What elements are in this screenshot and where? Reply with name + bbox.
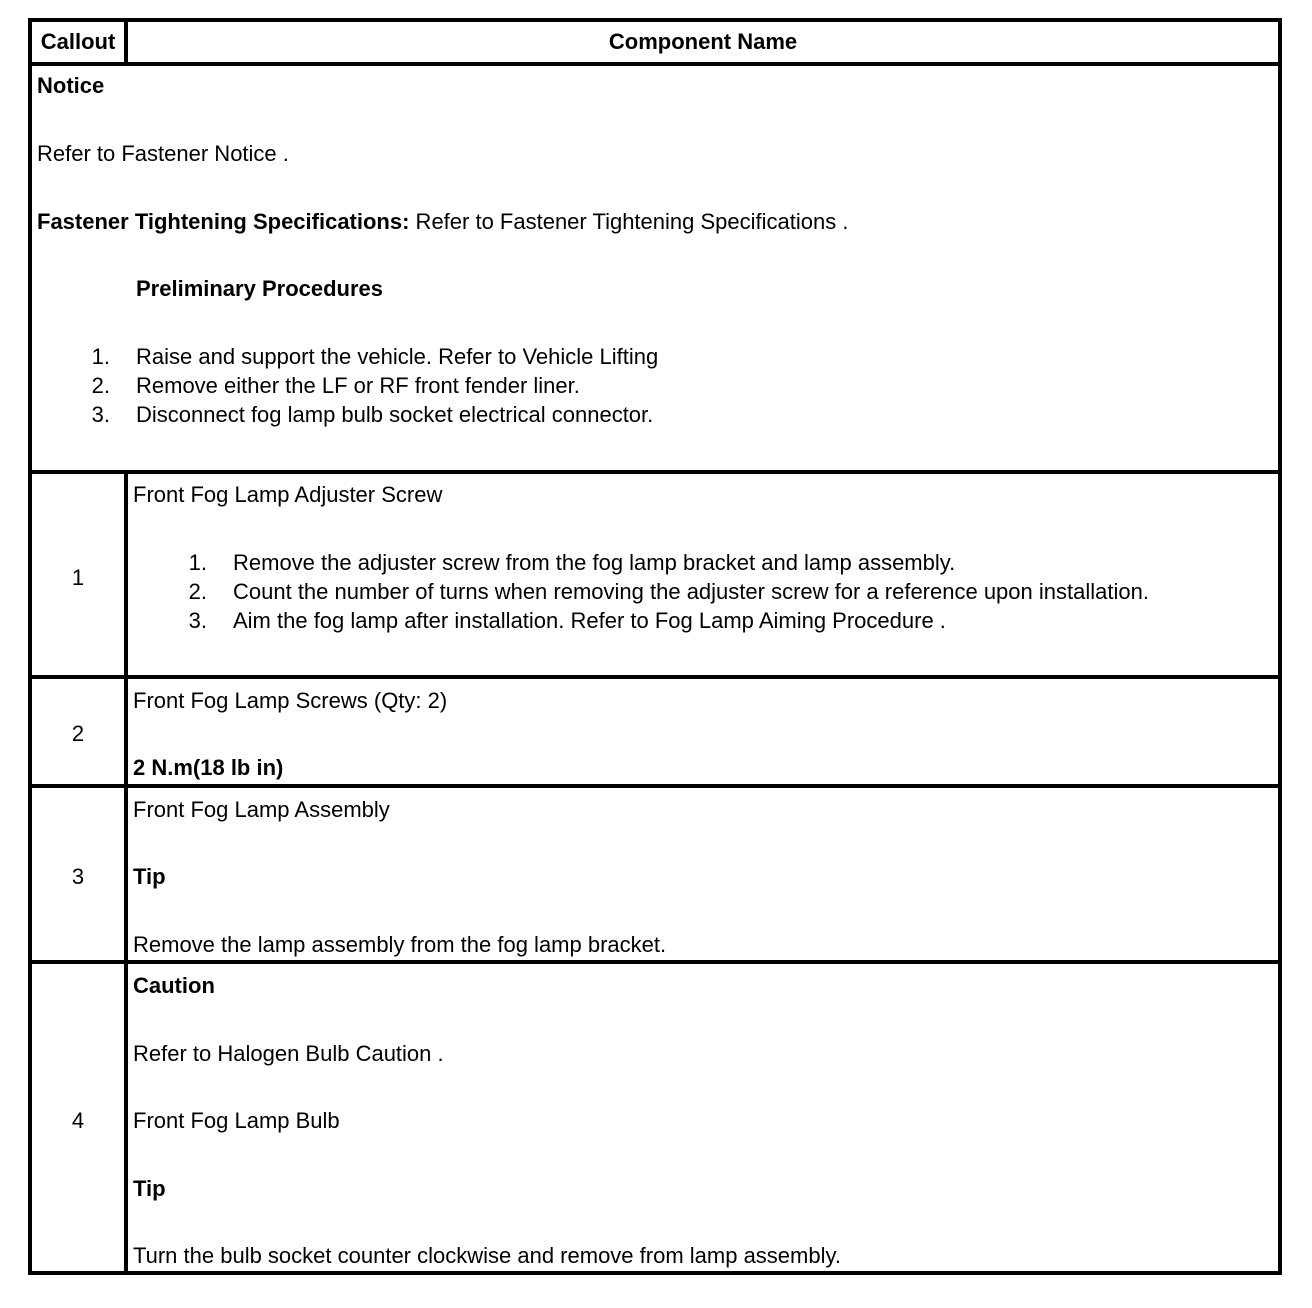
- component-title: Front Fog Lamp Bulb: [133, 1108, 340, 1133]
- callout-number: 1: [71, 565, 85, 590]
- prelim-step-number: 2.: [91, 373, 110, 398]
- caution-label: Caution: [133, 973, 215, 998]
- callout-number: 3: [71, 864, 85, 889]
- prelim-step-text: Raise and support the vehicle. Refer to Vehicle Lifting: [136, 344, 659, 369]
- component-title: Front Fog Lamp Adjuster Screw: [133, 482, 443, 507]
- torque-value: 2 N.m(18 lb in): [133, 755, 284, 780]
- row-divider: [32, 675, 1278, 679]
- header-callout: Callout: [40, 29, 116, 54]
- prelim-step-number: 1.: [91, 344, 110, 369]
- component-step-text: Remove the adjuster screw from the fog lamp bracket and lamp assembly.: [233, 550, 956, 575]
- row-divider: [32, 960, 1278, 964]
- intro-divider: [32, 470, 1278, 474]
- tip-label: Tip: [133, 864, 166, 889]
- fastener-spec-text: Refer to Fastener Tightening Specifications .: [409, 209, 849, 234]
- component-step-number: 2.: [188, 579, 207, 604]
- prelim-step-text: Disconnect fog lamp bulb socket electrical connector.: [136, 402, 654, 427]
- header-component-name: Component Name: [608, 29, 798, 54]
- caution-text: Refer to Halogen Bulb Caution .: [133, 1041, 444, 1066]
- component-step-number: 1.: [188, 550, 207, 575]
- callout-number: 4: [71, 1108, 85, 1133]
- callout-column-divider: [124, 474, 128, 1271]
- prelim-step-number: 3.: [91, 402, 110, 427]
- component-step-number: 3.: [188, 608, 207, 633]
- fastener-spec-line: [37, 209, 848, 235]
- notice-text: Refer to Fastener Notice .: [37, 141, 289, 166]
- tip-label: Tip: [133, 1176, 166, 1201]
- tip-text: Remove the lamp assembly from the fog lamp bracket.: [133, 932, 667, 957]
- component-title: Front Fog Lamp Assembly: [133, 797, 390, 822]
- preliminary-procedures-title: Preliminary Procedures: [136, 276, 384, 301]
- component-step-text: Aim the fog lamp after installation. Refer to Fog Lamp Aiming Procedure .: [233, 608, 946, 633]
- component-step-text: Count the number of turns when removing the adjuster screw for a reference upon installation.: [233, 579, 1149, 604]
- prelim-step-text: Remove either the LF or RF front fender liner.: [136, 373, 580, 398]
- tip-text: Turn the bulb socket counter clockwise and remove from lamp assembly.: [133, 1243, 841, 1268]
- row-divider: [32, 784, 1278, 788]
- callout-number: 2: [71, 721, 85, 746]
- fastener-spec-label: Fastener Tightening Specifications:: [37, 209, 410, 234]
- header-divider: [32, 62, 1278, 66]
- notice-title: Notice: [37, 73, 105, 98]
- procedure-table: [28, 18, 1282, 1275]
- component-title: Front Fog Lamp Screws (Qty: 2): [133, 688, 448, 713]
